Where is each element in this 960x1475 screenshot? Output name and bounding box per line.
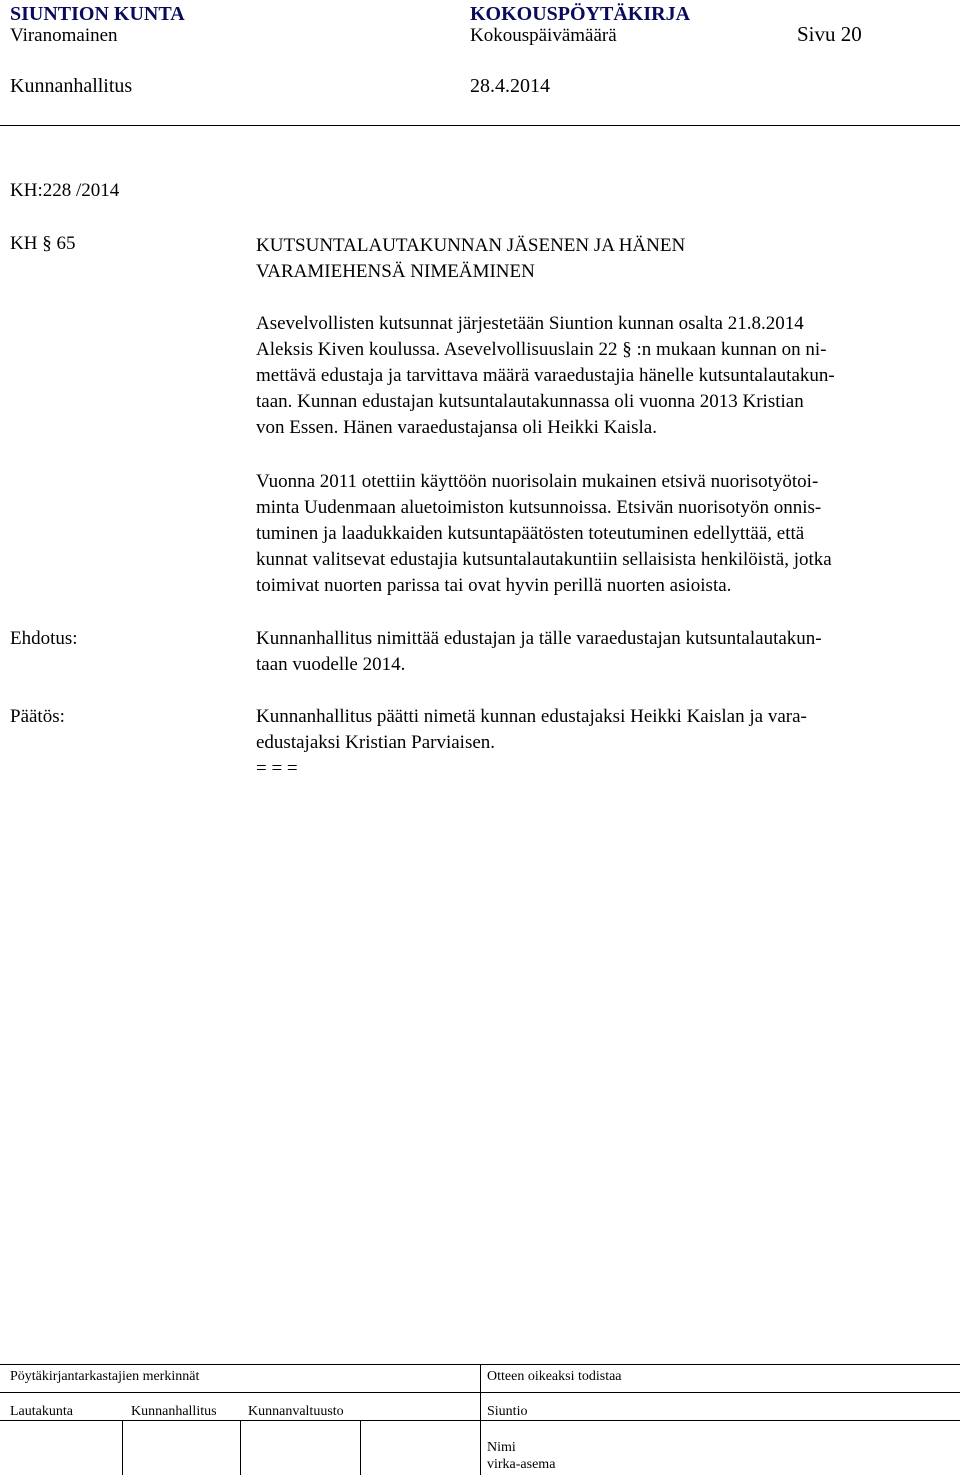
paragraph-youth-work bbox=[256, 469, 956, 599]
paragraph-line: Aleksis Kiven koulussa. Asevelvollisuuslain 22 § :n mukaan kunnan on ni- bbox=[256, 339, 827, 360]
page-number: Sivu 20 bbox=[797, 22, 862, 46]
case-title-line: KUTSUNTALAUTAKUNNAN JÄSENEN JA HÄNEN bbox=[256, 235, 686, 256]
decision-label: Päätös: bbox=[10, 706, 65, 727]
authority-label: Viranomainen bbox=[10, 25, 118, 46]
footer-center-divider bbox=[480, 1364, 481, 1475]
decision-line: Kunnanhallitus päätti nimetä kunnan edustajaksi Heikki Kaislan ja vara- bbox=[256, 706, 807, 727]
council-label: Kunnanvaltuusto bbox=[248, 1404, 344, 1419]
proposal-line: Kunnanhallitus nimittää edustajan ja tälle varaedustajan kutsuntalautakun- bbox=[256, 628, 822, 649]
place-label: Siuntio bbox=[487, 1404, 528, 1419]
header-divider bbox=[0, 125, 960, 126]
section-number: KH § 65 bbox=[10, 233, 76, 254]
paragraph-line: Vuonna 2011 otettiin käyttöön nuorisolain mukainen etsivä nuorisotyötoi- bbox=[256, 471, 819, 492]
inspectors-label: Pöytäkirjantarkastajien merkinnät bbox=[10, 1369, 200, 1384]
organization-name: SIUNTION KUNTA bbox=[10, 3, 185, 25]
paragraph-line: taan. Kunnan edustajan kutsuntalautakunnassa oli vuonna 2013 Kristian bbox=[256, 391, 804, 412]
paragraph-background bbox=[256, 311, 956, 441]
paragraph-line: toimivat nuorten parissa tai ovat hyvin perillä nuorten asioista. bbox=[256, 575, 732, 596]
decision-line: edustajaksi Kristian Parviaisen. bbox=[256, 732, 496, 753]
title-label: virka-asema bbox=[487, 1457, 556, 1472]
board-label: Lautakunta bbox=[10, 1404, 73, 1419]
paragraph-line: von Essen. Hänen varaedustajansa oli Heikki Kaisla. bbox=[256, 417, 657, 438]
paragraph-line: kunnat valitsevat edustajia kutsuntalautakuntiin sellaisista henkilöistä, jotka bbox=[256, 549, 832, 570]
proposal-label: Ehdotus: bbox=[10, 628, 78, 649]
date-label: Kokouspäivämäärä bbox=[470, 25, 617, 46]
meeting-date: 28.4.2014 bbox=[470, 75, 550, 97]
decision-text bbox=[256, 704, 956, 782]
paragraph-line: tuminen ja laadukkaiden kutsuntapäätösten toteutuminen edellyttää, että bbox=[256, 523, 805, 544]
paragraph-line: Asevelvollisten kutsunnat järjestetään Siuntion kunnan osalta 21.8.2014 bbox=[256, 313, 804, 334]
name-label: Nimi bbox=[487, 1440, 516, 1455]
footer-col-divider bbox=[360, 1420, 361, 1475]
end-mark: = = = bbox=[256, 758, 298, 779]
paragraph-line: minta Uudenmaan aluetoimiston kutsunnoissa. Etsivän nuorisotyön onnis- bbox=[256, 497, 822, 518]
certified-label: Otteen oikeaksi todistaa bbox=[487, 1369, 622, 1384]
case-reference: KH:228 /2014 bbox=[10, 180, 120, 201]
case-title bbox=[256, 233, 956, 285]
footer-col-divider bbox=[240, 1420, 241, 1475]
authority-name: Kunnanhallitus bbox=[10, 75, 133, 97]
paragraph-line: mettävä edustaja ja tarvittava määrä varaedustajia hänelle kutsuntalautakun- bbox=[256, 365, 835, 386]
municipal-board-label: Kunnanhallitus bbox=[131, 1404, 217, 1419]
proposal-line: taan vuodelle 2014. bbox=[256, 654, 406, 675]
case-title-line: VARAMIEHENSÄ NIMEÄMINEN bbox=[256, 261, 535, 282]
proposal-text bbox=[256, 626, 956, 678]
footer-col-divider bbox=[122, 1420, 123, 1475]
document-type: KOKOUSPÖYTÄKIRJA bbox=[470, 3, 691, 25]
